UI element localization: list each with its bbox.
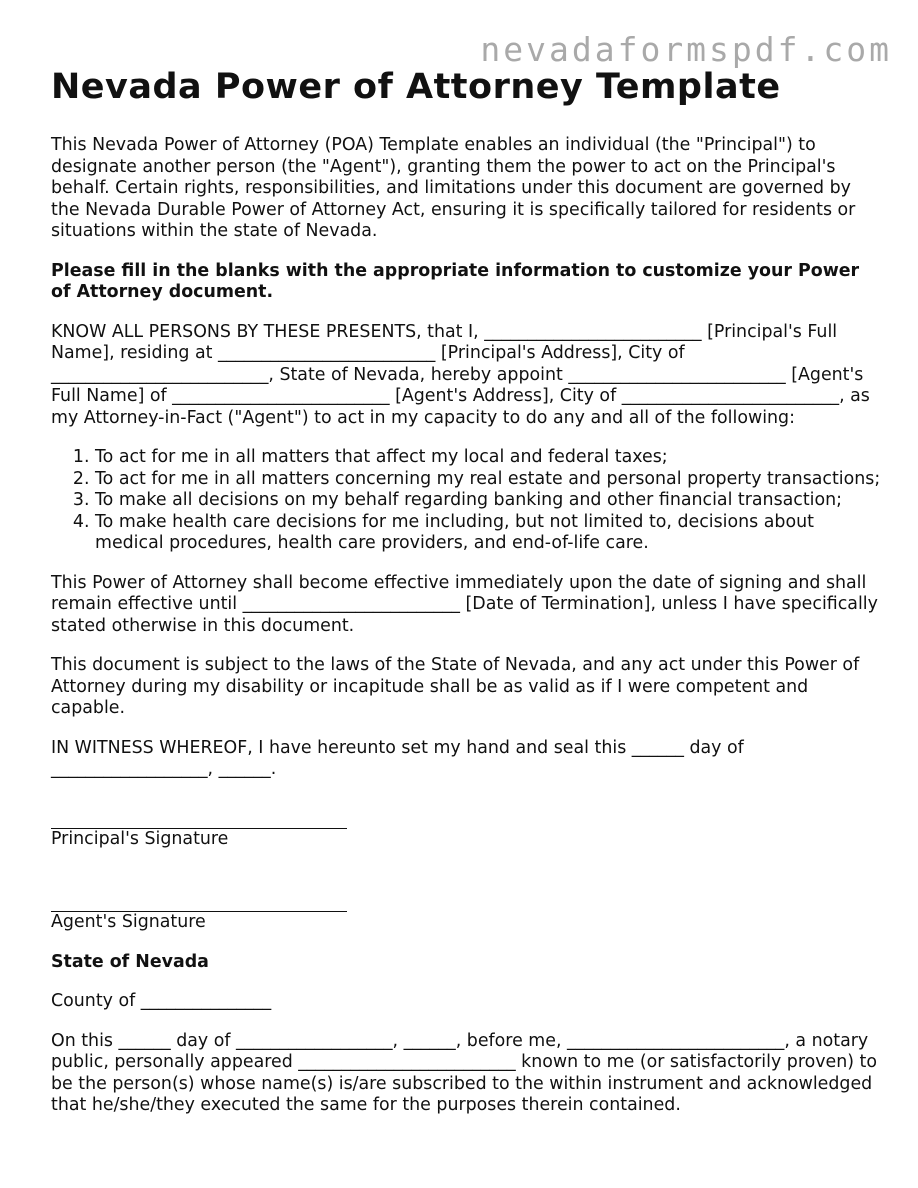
list-item: 4. To make health care decisions for me including, but not limited to, decisions about medical procedures, health care providers, and end-of-life care. bbox=[95, 512, 881, 555]
notary-paragraph: On this ______ day of __________________, ______, before me, _________________________, a notary public, personally appeared _________________________ known to me (or satisfactorily proven) to be the person(s) whose name(s) is/are subscribed to the within instrument and acknowledged that he/she/they executed the same for the purposes therein contained. bbox=[51, 1030, 878, 1115]
agent-signature-label: Agent's Signature bbox=[51, 912, 206, 932]
governing-law-paragraph: This document is subject to the laws of the State of Nevada, and any act under this Power of Attorney during my disability or incapitude shall be as valid as if I were competent and capable. bbox=[51, 655, 860, 718]
principal-signature-label: Principal's Signature bbox=[51, 828, 229, 849]
notary-state-heading: State of Nevada bbox=[51, 951, 209, 972]
fill-instruction: Please fill in the blanks with the appropriate information to customize your Power of Attorney document. bbox=[51, 260, 860, 302]
list-item: 2. To act for me in all matters concerning my real estate and personal property transactions; bbox=[95, 469, 881, 491]
principal-signature-line bbox=[51, 807, 347, 829]
site-watermark: nevadaformspdf.com bbox=[480, 30, 892, 69]
document-page bbox=[51, 64, 881, 1135]
intro-paragraph: This Nevada Power of Attorney (POA) Template enables an individual (the "Principal") to designate another person (the "Agent"), granting them the power to act on the Principal's behalf. Certain rights, responsibilities, and limitations under this document are governed by the Nevada Durable Power of Attorney Act, ensuring it is specifically tailored for residents or situations within the state of Nevada. bbox=[51, 135, 856, 241]
agent-signature-line bbox=[51, 890, 347, 912]
appointment-paragraph: KNOW ALL PERSONS BY THESE PRESENTS, that I, _________________________ [Principal's Full Name], residing at _________________________ [Principal's Address], City of _________________________, State of Nevada, hereby appoint _________________________ [Agent's Full Name] of _________________________ [Agent's Address], City of _________________________, as my Attorney-in-Fact ("Agent") to act in my capacity to do any and all of the following: bbox=[51, 321, 870, 428]
powers-list bbox=[51, 447, 881, 555]
county-line: County of _______________ bbox=[51, 991, 272, 1011]
signature-block bbox=[51, 807, 881, 934]
list-item: 3. To make all decisions on my behalf regarding banking and other financial transaction; bbox=[95, 490, 881, 512]
witness-paragraph: IN WITNESS WHEREOF, I have hereunto set my hand and seal this ______ day of __________________, ______. bbox=[51, 737, 744, 779]
page-title: Nevada Power of Attorney Template bbox=[51, 67, 781, 107]
list-item: 1. To act for me in all matters that affect my local and federal taxes; bbox=[95, 447, 881, 469]
effective-date-paragraph: This Power of Attorney shall become effective immediately upon the date of signing and shall remain effective until _________________________ [Date of Termination], unless I have specifically stated otherwise in this document. bbox=[51, 572, 878, 636]
